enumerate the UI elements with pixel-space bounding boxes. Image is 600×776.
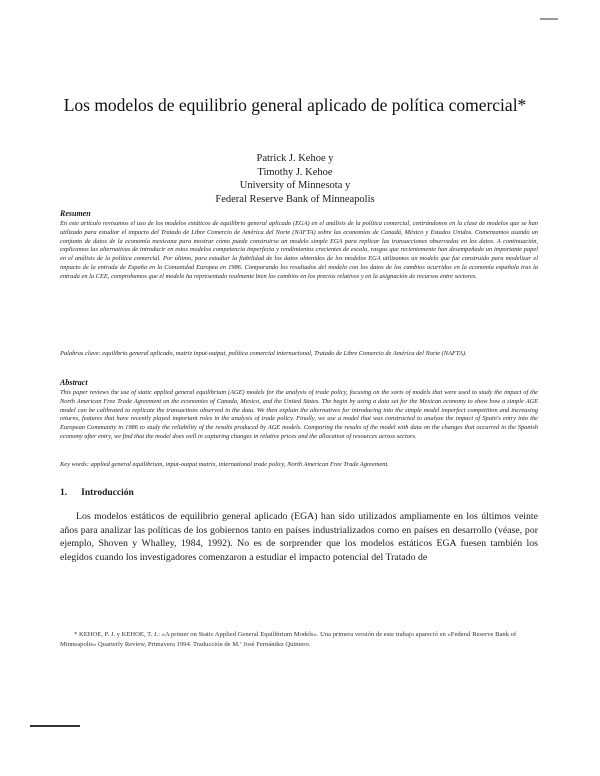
affiliation-line: Federal Reserve Bank of Minneapolis (215, 193, 375, 205)
author-line: Timothy J. Kehoe (257, 166, 333, 178)
introduction-heading (60, 488, 148, 498)
abstract-text: This paper reviews the use of static applied general equilibrium (AGE) models for the analysis of trade policy, focusing on the sorts of models that were used to study the impact of the North American Free Trade Agreement on the economies of Canada, Mexico, and the United States. The begin by using a data set for the Mexican economy to show how a simple AGE model can be calibrated to replicate the transactions observed in the data. We then explain the alternatives for introducing into the simple model imperfect competition and increasing returns, features that have recently played important roles in the analysis of trade policy. Finally, we use a model that was constructed to analyze the impact of Spain's entry into the European Community in 1986 to study the reliability of the results produced by AGE models. Comparing the results of the model with data on the changes that occurred in the Spanish economy after entry, we find that the model does well in capturing changes in relative prices and the allocation of resources across sectors. (60, 389, 538, 440)
resumen-keywords: Palabras clave: equilibrio general aplicado, matriz input-output, política comercial internacional, Tratado de Libre Comercio de América del Norte (NAFTA). (60, 350, 467, 357)
page-bottom-rule (30, 725, 80, 727)
resumen-heading: Resumen (60, 209, 91, 218)
resumen-text: En este artículo revisamos el uso de los modelos estáticos de equilibrio general aplicado (EGA) en el análisis de la política comercial, centrándonos en la clase de modelos que se han utilizado para estudiar el impacto del Tratado de Libre Comercio de América del Norte (NAFTA) sobre las economías de Canadá, México y Estados Unidos. Comenzamos usando un conjunto de datos de la economía mexicana para mostrar cómo puede construirse un modelo simple EGA para replicar las transacciones observadas en los datos. A continuación, explicamos las alternativas de introducir en estos modelos competencia imperfecta y rendimientos crecientes de escala, rasgos que recientemente han desempeñado un importante papel en el análisis de la política comercial. Por último, para estudiar la fiabilidad de los datos obtenidos de los modelos EGA utilizamos un modelo que fue construido para modelizar el impacto de la entrada de España en la Comunidad Europea en 1986. Comparando los resultados del modelo con los datos de los cambios ocurridos en la economía española tras la entrada en la CEE, comprobamos que el modelo ha representado realmente bien los cambios en los precios relativos y en la asignación de recursos entre sectores. (60, 220, 538, 280)
abstract-heading: Abstract (60, 378, 88, 387)
section-title: Introducción (81, 488, 134, 498)
introduction-paragraph: Los modelos estáticos de equilibrio general aplicado (EGA) han sido utilizados ampliamente en los últimos veinte años para analizar las políticas de los gobiernos tanto en países industrializados como en países en desarrollo (véase, por ejemplo, Shoven y Whalley, 1984, 1992). No es de sorprender que los modelos estáticos EGA fuesen también los elegidos cuando los investigadores comenzaron a estudiar el impacto potencial del Tratado de (60, 511, 538, 563)
footnote: * KEHOE, P. J. y KEHOE, T. J.: «A primer on Static Applied General Equilibrium Models». Una primera versión de este trabajo apareció en «Federal Reserve Bank of Minneapolis» Quarterly Review, Primavera 1994. Traducción de M.ª José Fernández Quintero. (60, 631, 517, 648)
abstract-keywords: Key words: applied general equilibrium, input-output matrix, international trade policy, North American Free Trade Agreement. (60, 461, 389, 468)
author-block (150, 152, 440, 206)
scan-mark (540, 18, 558, 20)
section-number: 1. (60, 488, 68, 498)
paper-title: Los modelos de equilibrio general aplicado de política comercial* (63, 95, 527, 115)
author-line: Patrick J. Kehoe y (256, 153, 334, 164)
affiliation-line: University of Minnesota y (239, 180, 351, 191)
